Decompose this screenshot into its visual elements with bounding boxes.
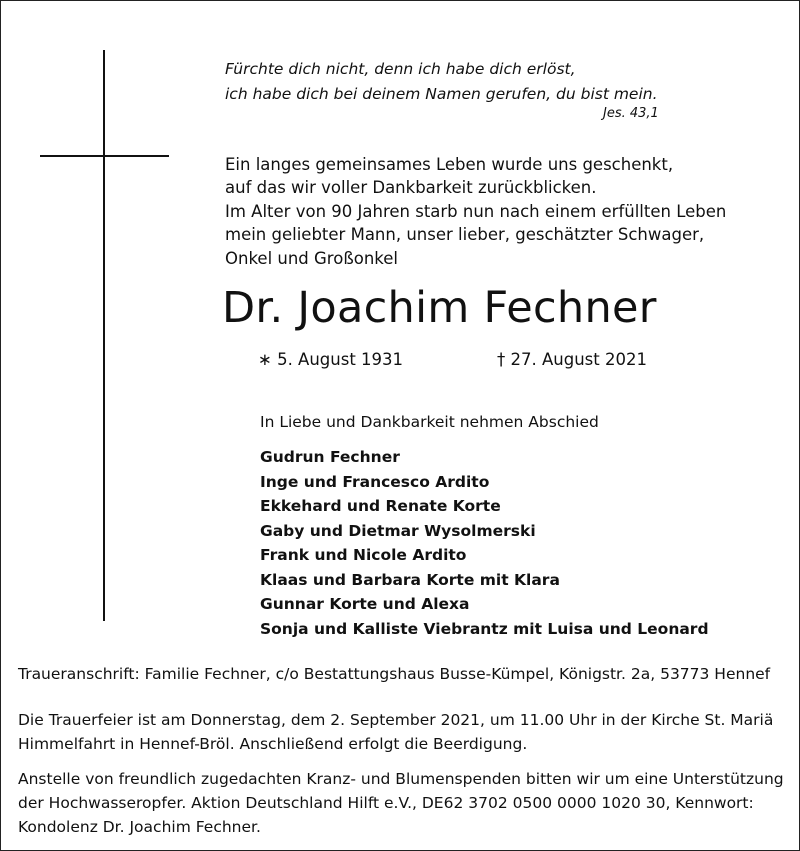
birth-date: ∗ 5. August 1931 [258,350,404,369]
intro-line: auf das wir voller Dankbarkeit zurückblicken. [225,178,597,198]
mourner-name: Gudrun Fechner [260,448,400,466]
mourners-list [260,445,709,641]
intro-line: Onkel und Großonkel [225,248,398,268]
ceremony-info [18,708,788,756]
farewell-text: In Liebe und Dankbarkeit nehmen Abschied [260,413,599,431]
mourner-name: Gunnar Korte und Alexa [260,595,470,613]
mourner-name: Frank und Nicole Ardito [260,546,467,564]
cross-icon-vertical [103,50,105,621]
intro-line: mein geliebter Mann, unser lieber, geschätzter Schwager, [225,225,705,245]
cross-icon-horizontal [40,155,169,157]
mourner-name: Klaas und Barbara Korte mit Klara [260,570,560,589]
mourning-address: Traueranschrift: Familie Fechner, c/o Bestattungshaus Busse-Kümpel, Königstr. 2a, 53773 Hennef [18,665,771,683]
intro-line: Im Alter von 90 Jahren starb nun nach einem erfüllten Leben [225,201,727,221]
intro-text [225,153,726,270]
deceased-name: Dr. Joachim Fechner [222,283,657,333]
verse-reference: Jes. 43,1 [603,106,659,121]
mourner-name: Gaby und Dietmar Wysolmerski [260,521,536,540]
mourner-name: Sonja und Kalliste Viebrantz mit Luisa und Leonard [260,619,709,638]
ceremony-line: Himmelfahrt in Hennef-Bröl. Anschließend erfolgt die Beerdigung. [18,735,528,753]
donation-line: der Hochwasseropfer. Aktion Deutschland Hilft e.V., DE62 3702 0500 0000 1020 30, Kennwort: [18,794,754,812]
verse-line: Fürchte dich nicht, denn ich habe dich erlöst, [225,60,576,78]
mourner-name: Inge und Francesco Ardito [260,472,490,491]
mourner-name: Ekkehard und Renate Korte [260,497,501,515]
donation-line: Anstelle von freundlich zugedachten Kranz- und Blumenspenden bitten wir um eine Unterstützung [18,770,784,788]
death-date: † 27. August 2021 [497,350,647,369]
donation-info [18,767,793,839]
ceremony-line: Die Trauerfeier ist am Donnerstag, dem 2. September 2021, um 11.00 Uhr in der Kirche St. Mariä [18,711,774,729]
intro-line: Ein langes gemeinsames Leben wurde uns geschenkt, [225,155,674,174]
verse-line: ich habe dich bei deinem Namen gerufen, du bist mein. [225,85,658,103]
donation-line: Kondolenz Dr. Joachim Fechner. [18,818,261,836]
bible-verse [225,57,658,107]
